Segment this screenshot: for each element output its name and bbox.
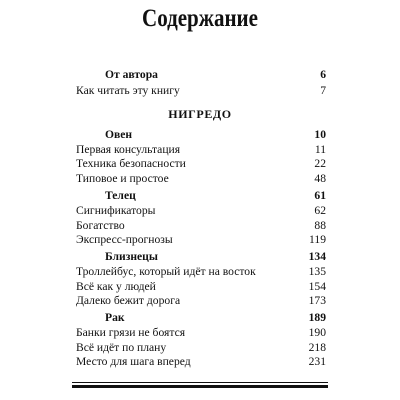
toc-heading-label: Телец (105, 189, 136, 202)
toc-page-number: 10 (314, 128, 326, 141)
toc-item-label: Троллейбус, который идёт на восток (76, 265, 256, 278)
toc-item[interactable] (76, 232, 326, 248)
toc-item[interactable] (76, 171, 326, 187)
page-title: Содержание (142, 5, 258, 32)
toc-item-how-to-read[interactable] (76, 83, 326, 99)
toc-heading-aries[interactable] (76, 127, 326, 143)
toc-page-number: 61 (314, 189, 326, 202)
toc-page-number: 48 (314, 172, 326, 185)
toc-page-number: 173 (308, 294, 326, 307)
toc-item[interactable] (76, 264, 326, 280)
toc-item[interactable] (76, 293, 326, 309)
toc-heading-label: Овен (105, 128, 133, 141)
toc-item-label: Далеко бежит дорога (76, 294, 181, 307)
toc-item-label: Первая консультация (76, 143, 181, 156)
toc-page-number: 22 (314, 157, 326, 170)
toc-heading-label: От автора (105, 68, 158, 81)
toc-page-number: 189 (308, 311, 326, 324)
toc-heading-cancer[interactable] (76, 310, 326, 326)
part-title: НИГРЕДО (168, 107, 232, 121)
toc-item-label: Всё идёт по плану (76, 341, 167, 354)
toc-item[interactable] (76, 325, 326, 341)
toc-heading-label: Близнецы (105, 250, 158, 263)
toc-page-number: 135 (308, 265, 326, 278)
toc-item-label: Экспресс-прогнозы (76, 233, 173, 246)
toc-heading-taurus[interactable] (76, 188, 326, 204)
toc-page-number: 11 (314, 143, 326, 156)
toc-page-number: 88 (314, 219, 326, 232)
toc-item[interactable] (76, 156, 326, 172)
toc-page-number: 154 (308, 280, 326, 293)
toc-item-label: Место для шага вперед (76, 355, 191, 368)
toc-item[interactable] (76, 203, 326, 219)
toc-item-label: Сигнификаторы (76, 204, 156, 217)
toc-item-label: Всё как у людей (76, 280, 156, 293)
toc-item[interactable] (76, 354, 326, 370)
toc-heading-from-author[interactable] (76, 67, 326, 83)
toc-page-number: 119 (309, 233, 326, 246)
toc-item-label: Техника безопасности (76, 157, 186, 170)
toc-heading-gemini[interactable] (76, 249, 326, 265)
toc-heading-label: Рак (105, 311, 125, 324)
toc-item-label: Банки грязи не боятся (76, 326, 186, 339)
toc-page-number: 218 (308, 341, 326, 354)
toc-page-number: 231 (308, 355, 326, 368)
closing-rule-thick (72, 385, 328, 388)
toc-item-label: Богатство (76, 219, 125, 232)
toc-page-number: 190 (308, 326, 326, 339)
toc-page-number: 6 (320, 68, 326, 81)
toc-item-label: Как читать эту книгу (76, 84, 180, 97)
toc-page-number: 7 (320, 84, 326, 97)
toc-item-label: Типовое и простое (76, 172, 169, 185)
toc-page-number: 62 (314, 204, 326, 217)
closing-rule-thin (72, 382, 328, 383)
toc-page-number: 134 (308, 250, 326, 263)
